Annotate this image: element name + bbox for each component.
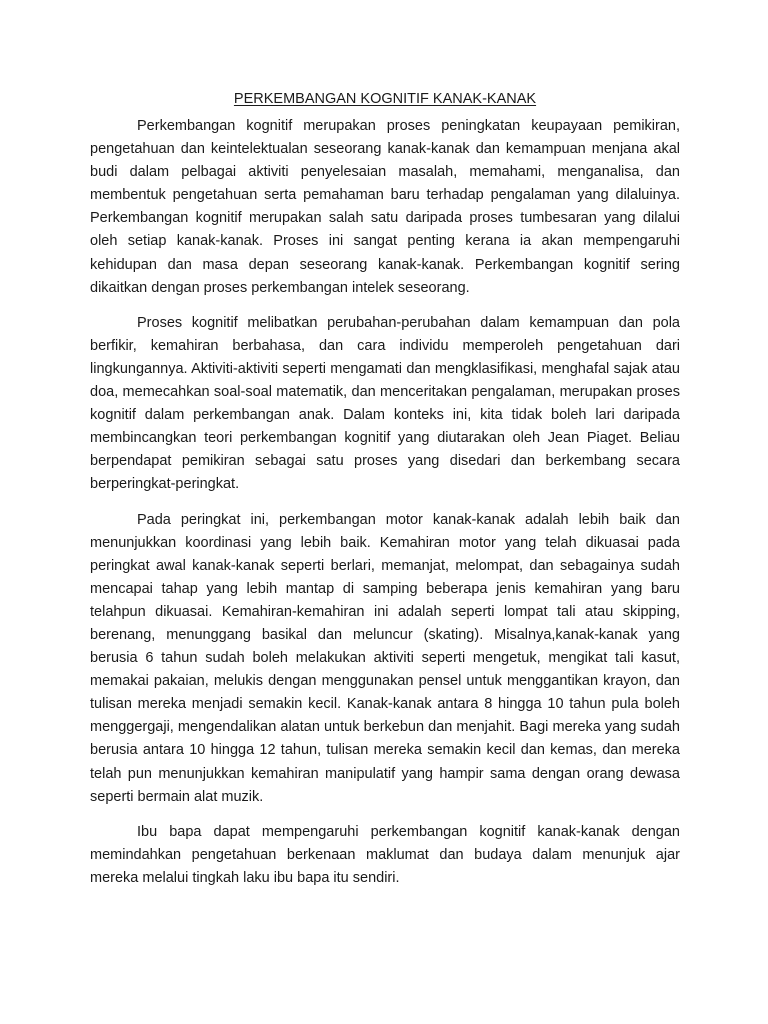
paragraph-4: Ibu bapa dapat mempengaruhi perkembangan kognitif kanak-kanak dengan memindahkan pengetahuan berkenaan maklumat dan budaya dalam menunjuk ajar mereka melalui tingkah laku ibu bapa itu sendiri. xyxy=(90,823,680,886)
paragraph-3: Pada peringkat ini, perkembangan motor kanak-kanak adalah lebih baik dan menunjukkan koordinasi yang lebih baik. Kemahiran motor yang telah dikuasai pada peringkat awal kanak-kanak seperti berlari, memanjat, melompat, dan sebagainya sudah mencapai tahap yang lebih mantap di samping beberapa jenis kemahiran yang baru telahpun dikuasai. Kemahiran-kemahiran ini adalah seperti lompat tali atau skipping, berenang, menunggang basikal dan meluncur (skating). Misalnya,kanak-kanak yang berusia 6 tahun sudah boleh melakukan aktiviti seperti mengetuk, mengikat tali kasut, memakai pakaian, melukis dengan menggunakan pensel untuk menggantikan krayon, dan tulisan mereka menjadi semakin kecil. Kanak-kanak antara 8 hingga 10 tahun pula boleh menggergaji, mengendalikan alatan untuk berkebun dan menjahit. Bagi mereka yang sudah berusia antara 10 hingga 12 tahun, tulisan mereka semakin kecil dan kemas, dan mereka telah pun menunjukkan kemahiran manipulatif yang hampir sama dengan orang dewasa seperti bermain alat muzik. xyxy=(90,511,680,805)
paragraph-2: Proses kognitif melibatkan perubahan-perubahan dalam kemampuan dan pola berfikir, kemahiran berbahasa, dan cara individu memperoleh pengetahuan dari lingkungannya. Aktiviti-aktiviti seperti mengamati dan mengklasifikasi, menghafal sajak atau doa, memecahkan soal-soal matematik, dan menceritakan pengalaman, merupakan proses kognitif dalam perkembangan anak. Dalam konteks ini, kita tidak boleh lari daripada membincangkan teori perkembangan kognitif yang diutarakan oleh Jean Piaget. Beliau berpendapat pemikiran sebagai satu proses yang disedari dan berkembang secara berperingkat-peringkat. xyxy=(90,314,680,493)
paragraph-1: Perkembangan kognitif merupakan proses peningkatan keupayaan pemikiran, pengetahuan dan keintelektualan seseorang kanak-kanak dan kemampuan menjana akal budi dalam pelbagai aktiviti penyelesaian masalah, memahami, menganalisa, dan membentuk pengetahuan serta pemahaman baru terhadap pengalaman yang dilaluinya. Perkembangan kognitif merupakan salah satu daripada proses tumbesaran yang dilalui oleh setiap kanak-kanak. Proses ini sangat penting kerana ia akan mempengaruhi kehidupan dan masa depan seseorang kanak-kanak. Perkembangan kognitif sering dikaitkan dengan proses perkembangan intelek seseorang. xyxy=(90,118,680,296)
document-body xyxy=(90,88,680,902)
document-title: PERKEMBANGAN KOGNITIF KANAK-KANAK xyxy=(233,91,537,107)
